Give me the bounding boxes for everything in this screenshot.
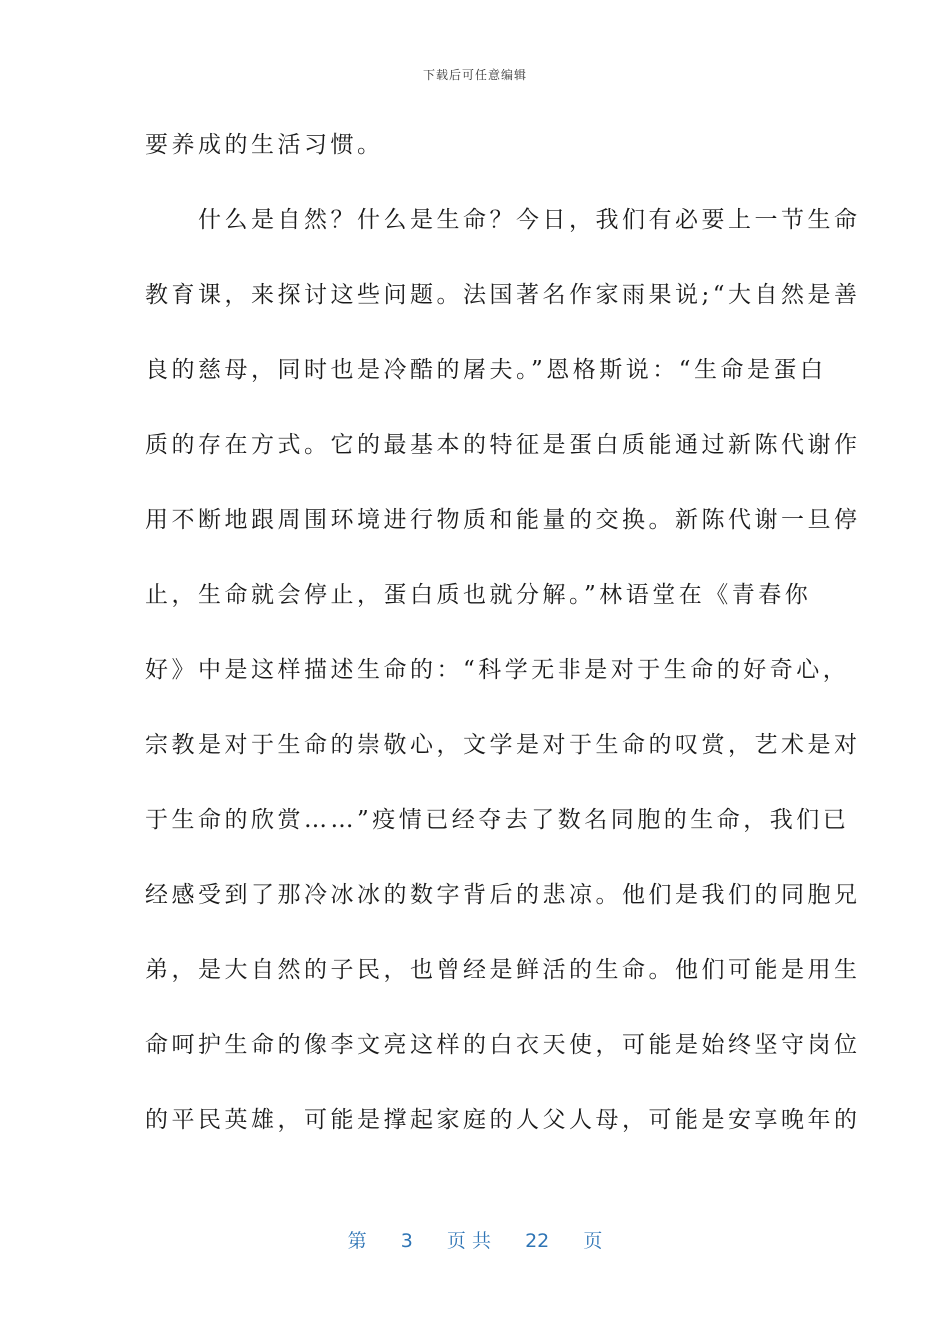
text-line: 用不断地跟周围环境进行物质和能量的交换。新陈代谢一旦停: [145, 507, 861, 533]
page-header: 下载后可任意编辑: [422, 68, 527, 82]
text-line: 宗教是对于生命的崇敬心，文学是对于生命的叹赏，艺术是对: [145, 732, 861, 758]
total-pages-number: 22: [525, 1230, 550, 1252]
footer-prefix: 第: [347, 1230, 367, 1252]
text-line: 好》中是这样描述生命的：“科学无非是对于生命的好奇心，: [145, 657, 850, 683]
text-line: 经感受到了那冷冰冰的数字背后的悲凉。他们是我们的同胞兄: [145, 882, 861, 908]
footer-middle: 页 共: [446, 1230, 491, 1252]
footer-suffix: 页: [583, 1230, 603, 1252]
text-line: 质的存在方式。它的最基本的特征是蛋白质能通过新陈代谢作: [145, 432, 861, 458]
page-number-footer: [0, 1226, 950, 1253]
text-line: 弟，是大自然的子民，也曾经是鲜活的生命。他们可能是用生: [145, 957, 861, 983]
text-line: 要养成的生活习惯。: [145, 132, 384, 158]
text-line: 什么是自然？什么是生命？今日，我们有必要上一节生命: [145, 207, 861, 233]
current-page-number: 3: [400, 1230, 413, 1252]
text-line: 的平民英雄，可能是撑起家庭的人父人母，可能是安享晚年的: [145, 1107, 861, 1133]
text-line: 命呵护生命的像李文亮这样的白衣天使，可能是始终坚守岗位: [145, 1032, 861, 1058]
text-line: 止，生命就会停止，蛋白质也就分解。”林语堂在《青春你: [145, 582, 812, 608]
text-line: 教育课，来探讨这些问题。法国著名作家雨果说;“大自然是善: [145, 282, 861, 308]
text-line: 良的慈母，同时也是冷酷的屠夫。”恩格斯说：“生命是蛋白: [145, 357, 827, 383]
text-line: 于生命的欣赏……”疫情已经夺去了数名同胞的生命，我们已: [145, 807, 850, 833]
